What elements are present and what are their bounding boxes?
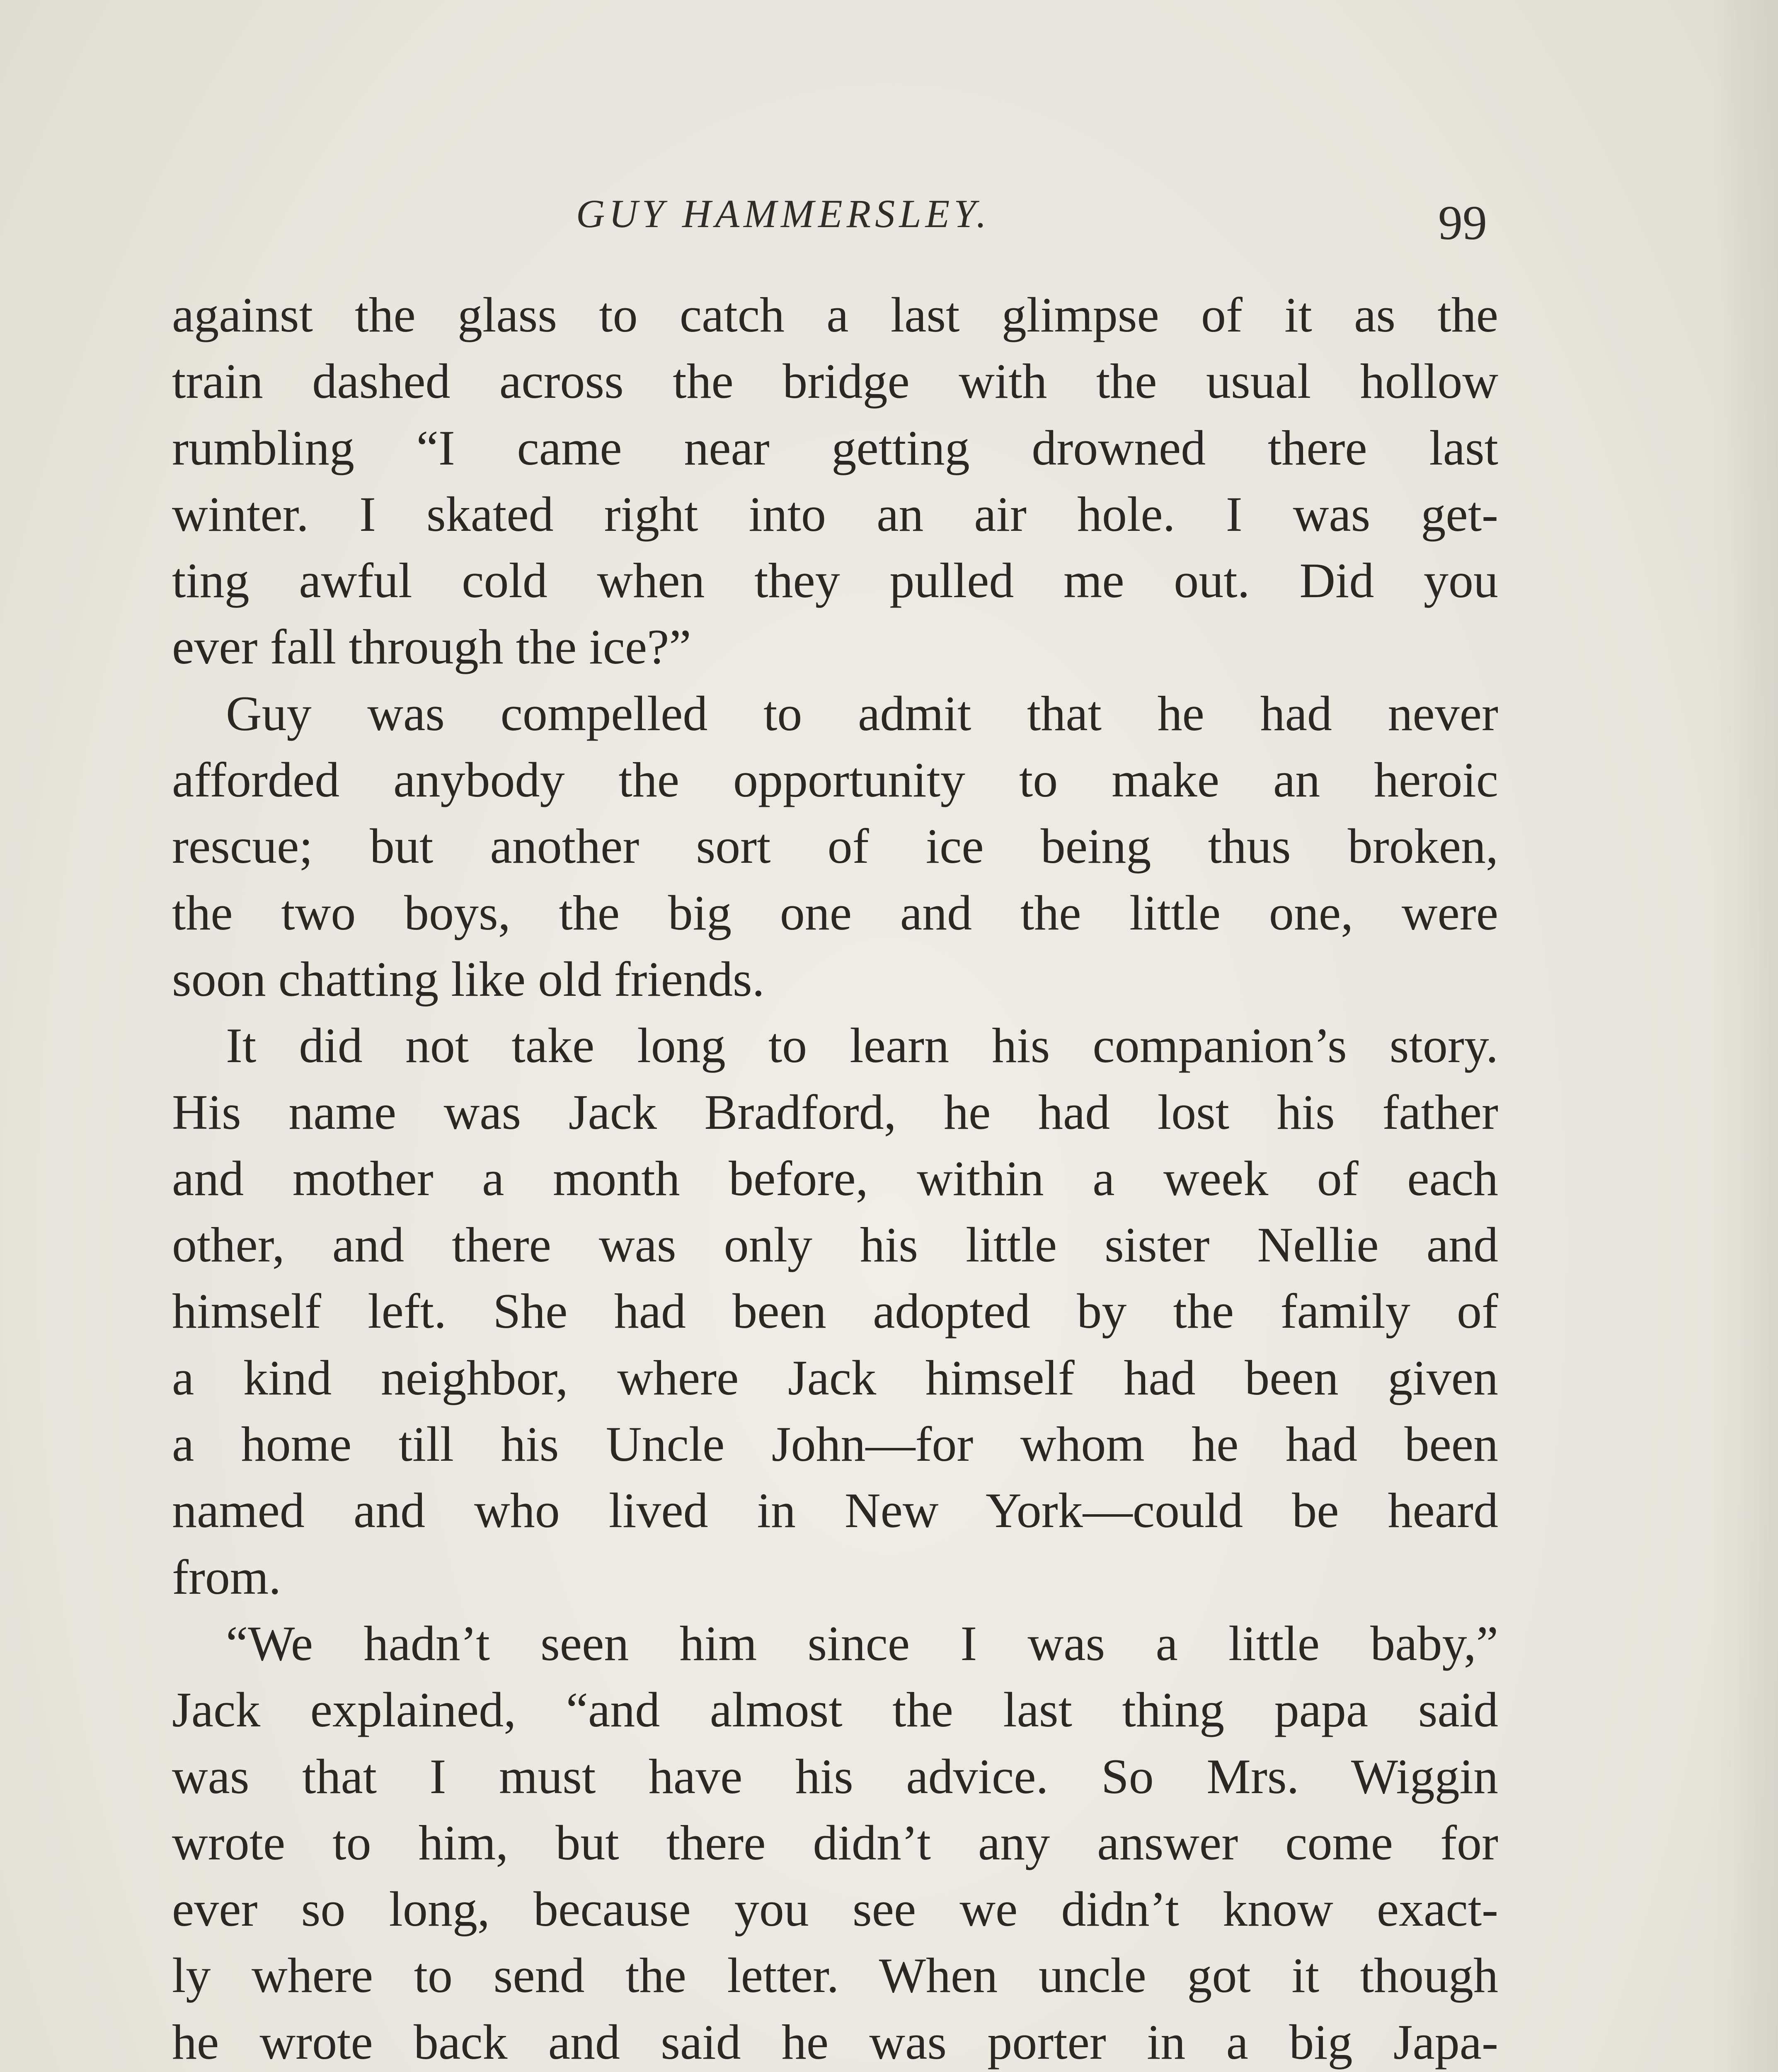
text-line: winter. I skated right into an air hole. I was get- (172, 486, 1498, 542)
text-line: other, and there was only his little sister Nellie and (172, 1217, 1498, 1273)
text-line: and mother a month before, within a week of each (172, 1150, 1498, 1206)
text-line: afforded anybody the opportunity to make an heroic (172, 752, 1498, 808)
text-line: a kind neighbor, where Jack himself had been given (172, 1350, 1498, 1405)
text-line: wrote to him, but there didn’t any answer come for (172, 1815, 1498, 1870)
text-line: train dashed across the bridge with the usual hollow (172, 353, 1498, 409)
running-title: GUY HAMMERSLEY. (576, 191, 991, 236)
text-line: named and who lived in New York—could be heard (172, 1483, 1498, 1538)
body-text (172, 282, 1498, 2072)
text-line: ever so long, because you see we didn’t know exact- (172, 1881, 1498, 1937)
text-line: rumbling “I came near getting drowned there last (172, 420, 1498, 475)
text-line: the two boys, the big one and the little one, were (172, 885, 1498, 940)
text-line: was that I must have his advice. So Mrs. Wiggin (172, 1748, 1498, 1804)
text-line: he wrote back and said he was porter in a big Japa- (172, 2014, 1498, 2070)
paragraph-start-line: “We hadn’t seen him since I was a little baby,” (226, 1615, 1498, 1671)
text-line: His name was Jack Bradford, he had lost his father (172, 1084, 1498, 1140)
text-line: a home till his Uncle John—for whom he had been (172, 1416, 1498, 1472)
text-line: soon chatting like old friends. (172, 951, 765, 1007)
text-line: from. (172, 1549, 281, 1605)
text-line: ever fall through the ice?” (172, 619, 691, 675)
paragraph-start-line: It did not take long to learn his companion’s story. (226, 1018, 1498, 1073)
page-number: 99 (1438, 196, 1487, 250)
text-line: himself left. She had been adopted by the family of (172, 1283, 1498, 1339)
text-line: Jack explained, “and almost the last thing papa said (172, 1682, 1498, 1738)
text-line: against the glass to catch a last glimpse of it as the (172, 287, 1498, 342)
paragraph-start-line: Guy was compelled to admit that he had never (226, 685, 1498, 741)
text-line: ly where to send the letter. When uncle got it though (172, 1948, 1498, 2003)
running-head (0, 182, 1778, 250)
text-line: rescue; but another sort of ice being thus broken, (172, 818, 1498, 874)
page-edge-shadow (1712, 0, 1778, 2072)
text-line: ting awful cold when they pulled me out. Did you (172, 553, 1498, 608)
